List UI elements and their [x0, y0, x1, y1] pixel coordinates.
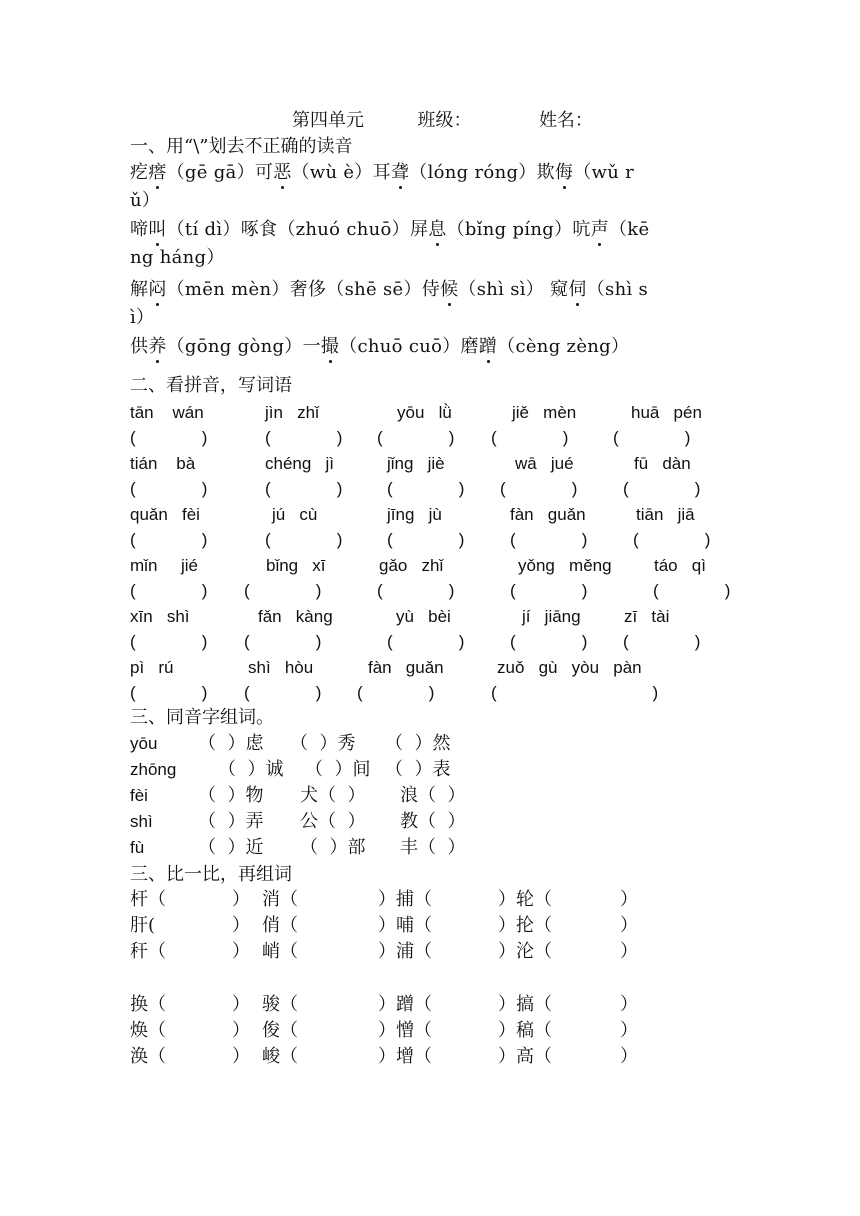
- compare-cell[interactable]: ）哺（: [378, 915, 432, 936]
- word-blank[interactable]: （ ）然: [385, 733, 451, 754]
- word-blank[interactable]: （ ）表: [385, 759, 451, 780]
- reading-text: （lóng róng）欺: [409, 162, 555, 183]
- compare-cell[interactable]: 骏（: [262, 994, 298, 1015]
- word-blank[interactable]: （ ）部: [300, 837, 366, 858]
- answer-blank[interactable]: ( ): [244, 581, 322, 600]
- homophone-pinyin: shì: [130, 812, 153, 831]
- reading-text: ì）: [130, 307, 155, 328]
- compare-cell[interactable]: ）浦（: [378, 941, 432, 962]
- word-blank[interactable]: （ ）虑: [198, 733, 264, 754]
- reading-text: （tí dì）啄食（zhuó chuō）屏: [166, 219, 429, 240]
- compare-cell[interactable]: ）高（: [498, 1046, 552, 1067]
- compare-cell[interactable]: ）憎（: [378, 1020, 432, 1041]
- answer-blank[interactable]: ( ): [377, 428, 455, 447]
- pinyin-prompt: quǎn fèi: [130, 505, 200, 524]
- pinyin-prompt: shì hòu: [248, 658, 314, 677]
- reading-line: [130, 162, 634, 184]
- reading-text: 解: [130, 279, 149, 300]
- compare-cell[interactable]: ）: [232, 941, 250, 962]
- section4-title: 三、比一比，再组词: [130, 864, 292, 885]
- worksheet-header: [292, 110, 593, 132]
- reading-text: 啼: [130, 219, 149, 240]
- compare-cell[interactable]: 消（: [262, 889, 298, 910]
- reading-text: （gōng gòng）一: [166, 336, 321, 357]
- answer-blank[interactable]: ( ): [623, 632, 701, 651]
- answer-blank[interactable]: ( ): [265, 428, 343, 447]
- word-blank[interactable]: 丰（ ）: [400, 837, 466, 858]
- marked-character: 叫: [148, 219, 167, 240]
- answer-blank[interactable]: ( ): [510, 530, 588, 549]
- answer-blank[interactable]: ( ): [265, 530, 343, 549]
- pinyin-prompt: fàn guǎn: [510, 505, 586, 524]
- compare-cell[interactable]: ）: [620, 1046, 638, 1067]
- answer-blank[interactable]: ( ): [265, 479, 343, 498]
- pinyin-prompt: yōu lǜ: [397, 403, 452, 422]
- compare-cell[interactable]: ）增（: [378, 1046, 432, 1067]
- word-blank[interactable]: 犬（ ）: [300, 785, 366, 806]
- answer-blank[interactable]: ( ): [130, 632, 208, 651]
- compare-cell[interactable]: 涣（: [130, 1046, 166, 1067]
- answer-blank[interactable]: ( ): [500, 479, 578, 498]
- reading-text: 疙: [130, 162, 149, 183]
- compare-cell[interactable]: 俊（: [262, 1020, 298, 1041]
- pinyin-prompt: tián bà: [130, 454, 196, 473]
- word-blank[interactable]: （ ）弄: [198, 811, 264, 832]
- word-blank[interactable]: 浪（ ）: [400, 785, 466, 806]
- homophone-pinyin: fù: [130, 838, 145, 857]
- pinyin-prompt: wā jué: [515, 454, 574, 473]
- section1-title: 一、用“\”划去不正确的读音: [130, 136, 353, 157]
- reading-line: [130, 219, 649, 241]
- reading-line: [130, 190, 160, 212]
- marked-character: 息: [428, 219, 447, 240]
- pinyin-prompt: fǎn kàng: [258, 607, 333, 626]
- compare-cell[interactable]: ）: [620, 994, 638, 1015]
- pinyin-prompt: tān wán: [130, 403, 204, 422]
- reading-line: [130, 307, 154, 329]
- answer-blank[interactable]: ( ): [387, 632, 465, 651]
- section2-title: 二、看拼音，写词语: [130, 375, 292, 396]
- answer-blank[interactable]: ( ): [130, 530, 208, 549]
- compare-cell[interactable]: ）: [620, 889, 638, 910]
- answer-blank[interactable]: ( ): [244, 632, 322, 651]
- answer-blank[interactable]: ( ): [613, 428, 691, 447]
- answer-blank[interactable]: ( ): [244, 683, 322, 702]
- answer-blank[interactable]: ( ): [623, 479, 701, 498]
- reading-text: （kē: [609, 219, 650, 240]
- word-blank[interactable]: （ ）秀: [290, 733, 356, 754]
- marked-character: 恶: [273, 162, 292, 183]
- compare-cell[interactable]: ）沦（: [498, 941, 552, 962]
- answer-blank[interactable]: ( ): [387, 530, 465, 549]
- section3-title: 三、同音字组词。: [130, 707, 274, 728]
- word-blank[interactable]: （ ）诚: [218, 759, 284, 780]
- compare-cell[interactable]: ）: [232, 1020, 250, 1041]
- pinyin-prompt: yǒng měng: [518, 556, 612, 575]
- compare-cell[interactable]: 俏（: [262, 915, 298, 936]
- pinyin-prompt: jú cù: [272, 505, 318, 524]
- pinyin-prompt: yù bèi: [396, 607, 451, 626]
- pinyin-prompt: xīn shì: [130, 607, 190, 626]
- compare-cell[interactable]: ）搞（: [498, 994, 552, 1015]
- reading-text: （wǔ r: [573, 162, 635, 183]
- answer-blank[interactable]: ( ): [510, 581, 588, 600]
- pinyin-prompt: táo qì: [654, 556, 706, 575]
- pinyin-prompt: fàn guǎn: [368, 658, 444, 677]
- reading-text: （shì sì） 窥: [458, 279, 569, 300]
- compare-cell[interactable]: ）: [620, 941, 638, 962]
- compare-cell[interactable]: ）捕（: [378, 889, 432, 910]
- compare-cell[interactable]: 焕（: [130, 1020, 166, 1041]
- compare-cell[interactable]: ）: [620, 915, 638, 936]
- compare-cell[interactable]: 换（: [130, 994, 166, 1015]
- class-label: 班级：: [417, 110, 472, 131]
- pinyin-prompt: jìn zhǐ: [265, 403, 319, 422]
- pinyin-prompt: mǐn jié: [130, 556, 199, 575]
- compare-cell[interactable]: ）: [232, 889, 250, 910]
- pinyin-prompt: pì rú: [130, 658, 174, 677]
- answer-blank[interactable]: ( ): [653, 581, 731, 600]
- answer-blank[interactable]: ( ): [387, 479, 465, 498]
- pinyin-prompt: tiān jiā: [636, 505, 695, 524]
- pinyin-prompt: jiě mèn: [512, 403, 577, 422]
- answer-blank[interactable]: ( ): [130, 479, 208, 498]
- homophone-pinyin: zhōng: [130, 760, 177, 779]
- marked-character: 蹭: [478, 336, 498, 357]
- answer-blank[interactable]: ( ): [377, 581, 455, 600]
- reading-text: （gē gā）可: [166, 162, 274, 183]
- compare-cell[interactable]: 峻（: [262, 1046, 298, 1067]
- answer-blank[interactable]: ( ): [491, 683, 659, 702]
- compare-cell[interactable]: ）: [232, 1046, 250, 1067]
- answer-blank[interactable]: ( ): [510, 632, 588, 651]
- marked-character: 闷: [148, 279, 167, 300]
- compare-cell[interactable]: ）: [620, 1020, 638, 1041]
- answer-blank[interactable]: ( ): [491, 428, 569, 447]
- word-blank[interactable]: （ ）物: [198, 785, 264, 806]
- reading-line: [130, 336, 629, 358]
- compare-cell[interactable]: ）抡（: [498, 915, 552, 936]
- pinyin-prompt: fū dàn: [634, 454, 691, 473]
- homophone-pinyin: yōu: [130, 734, 158, 753]
- pinyin-prompt: chéng jì: [265, 454, 334, 473]
- word-blank[interactable]: 教（ ）: [400, 811, 466, 832]
- reading-text: ng háng）: [130, 247, 225, 268]
- compare-cell[interactable]: ）稿（: [498, 1020, 552, 1041]
- answer-blank[interactable]: ( ): [633, 530, 711, 549]
- reading-text: （chuō cuō）磨: [339, 336, 479, 357]
- unit-title: 第四单元: [292, 110, 364, 131]
- word-blank[interactable]: 公（ ）: [300, 811, 366, 832]
- compare-cell[interactable]: 肝(: [130, 915, 156, 936]
- compare-cell[interactable]: ）: [232, 994, 250, 1015]
- marked-character: 聋: [390, 162, 410, 183]
- answer-blank[interactable]: ( ): [357, 683, 435, 702]
- compare-cell[interactable]: 峭（: [262, 941, 298, 962]
- pinyin-prompt: gǎo zhǐ: [379, 556, 444, 575]
- marked-character: 养: [148, 336, 167, 357]
- marked-character: 候: [440, 279, 459, 300]
- answer-blank[interactable]: ( ): [130, 683, 208, 702]
- reading-text: ǔ）: [130, 190, 161, 211]
- pinyin-prompt: jí jiāng: [522, 607, 581, 626]
- word-blank[interactable]: （ ）间: [305, 759, 371, 780]
- pinyin-prompt: jǐng jiè: [387, 454, 445, 473]
- reading-text: （bǐng píng）吭: [446, 219, 591, 240]
- name-label: 姓名：: [538, 110, 593, 131]
- marked-character: 声: [590, 219, 609, 240]
- reading-text: 供: [130, 336, 149, 357]
- reading-text: （cèng zèng）: [497, 336, 630, 357]
- pinyin-prompt: zī tài: [624, 607, 670, 626]
- reading-text: （wù è）耳: [291, 162, 391, 183]
- pinyin-prompt: jīng jù: [387, 505, 442, 524]
- marked-character: 侮: [554, 162, 574, 183]
- marked-character: 瘩: [148, 162, 167, 183]
- answer-blank[interactable]: ( ): [130, 428, 208, 447]
- marked-character: 撮: [320, 336, 340, 357]
- marked-character: 伺: [568, 279, 587, 300]
- pinyin-prompt: bǐng xī: [266, 556, 326, 575]
- compare-cell[interactable]: ）轮（: [498, 889, 552, 910]
- compare-cell[interactable]: ）: [232, 915, 250, 936]
- word-blank[interactable]: （ ）近: [198, 837, 264, 858]
- answer-blank[interactable]: ( ): [130, 581, 208, 600]
- reading-text: （shì s: [586, 279, 649, 300]
- pinyin-prompt: huā pén: [631, 403, 702, 422]
- homophone-pinyin: fèi: [130, 786, 148, 805]
- compare-cell[interactable]: ）蹭（: [378, 994, 432, 1015]
- pinyin-prompt: zuǒ gù yòu pàn: [497, 658, 642, 677]
- reading-line: [130, 247, 225, 269]
- reading-text: （mēn mèn）奢侈（shē sē）侍: [166, 279, 441, 300]
- compare-cell[interactable]: 秆（: [130, 941, 166, 962]
- reading-line: [130, 279, 648, 301]
- compare-cell[interactable]: 杆（: [130, 889, 166, 910]
